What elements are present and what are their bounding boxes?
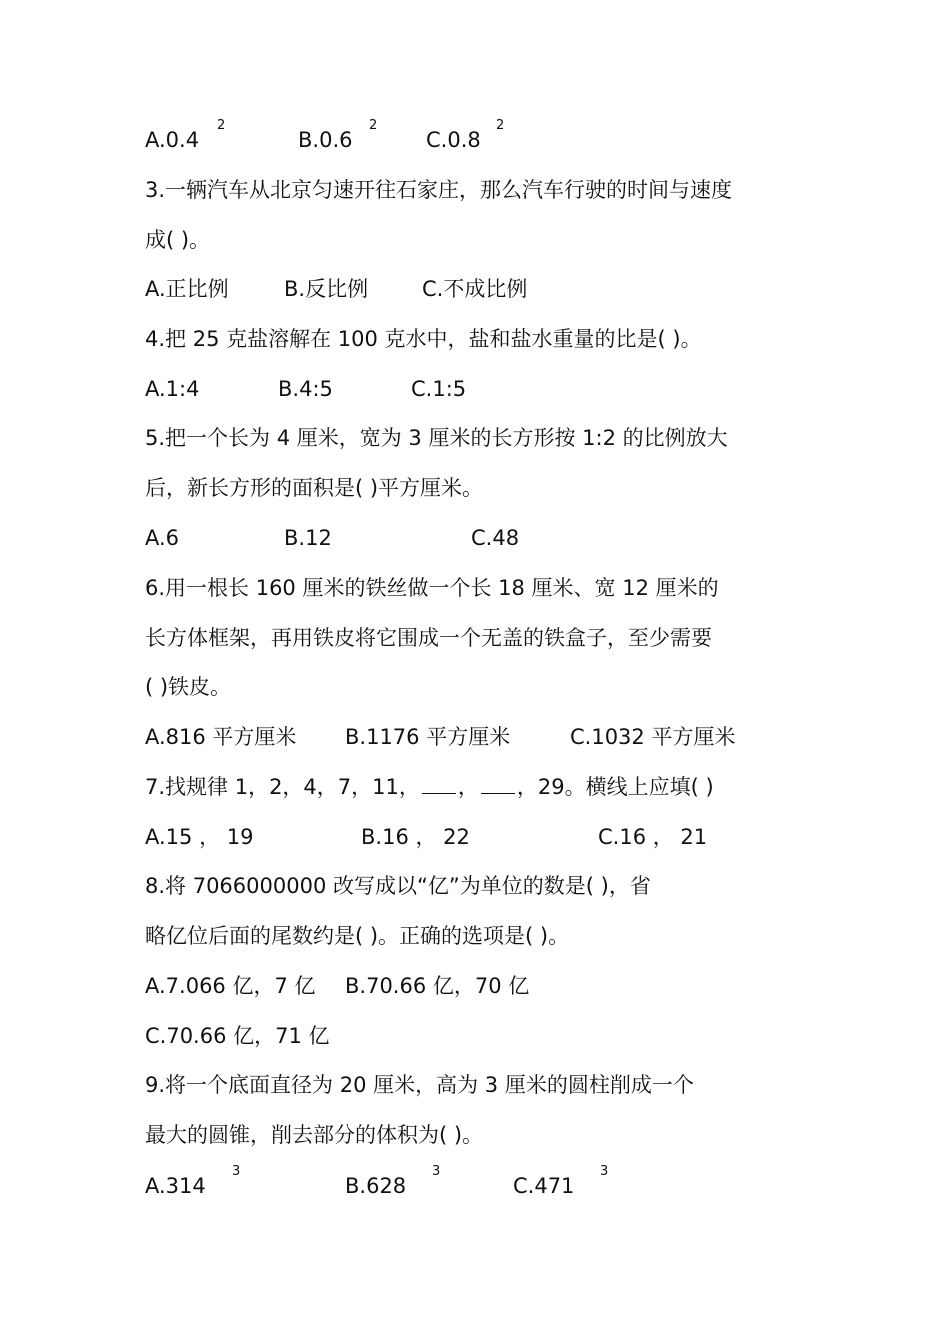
q6-option-c: C.1032 平方厘米 [570,725,736,749]
q2-option-b: B.0.6 2 [298,118,378,152]
q6-stem-line3: ( )铁皮。 [145,675,232,699]
q3-stem-line1: 3.一辆汽车从北京匀速开往石家庄，那么汽车行驶的时间与速度 [145,178,733,202]
q2-option-a: A.0.4 2 [145,118,226,152]
q3-option-c: C.不成比例 [422,277,528,301]
q7-stem [145,767,714,807]
q9-option-c: C.471 3 [513,1164,609,1198]
q4-stem: 4.把 25 克盐溶解在 100 克水中，盐和盐水重量的比是( )。 [145,327,702,351]
q7-option-b: B.16 ， 22 [361,825,470,849]
q7-suffix: ，29。横线上应填( ) [516,775,714,799]
q7-separator: ， [457,775,479,799]
q5-stem-line2: 后，新长方形的面积是( )平方厘米。 [145,476,484,500]
q3-stem-line2: 成( )。 [145,228,211,252]
q7-blank-2 [481,775,515,794]
q5-option-a: A.6 [145,526,180,550]
q3-option-a: A.正比例 [145,277,229,301]
q6-stem-line2: 长方体框架，再用铁皮将它围成一个无盖的铁盒子，至少需要 [145,626,712,650]
q7-option-a: A.15 ， 19 [145,825,254,849]
q9-option-b: B.628 3 [345,1164,441,1198]
q7-blank-1 [422,775,456,794]
q8-option-b: B.70.66 亿，70 亿 [345,974,530,998]
q9-option-a: A.314 3 [145,1164,241,1198]
q4-option-b: B.4:5 [278,377,333,401]
q4-option-a: A.1:4 [145,377,200,401]
q8-stem-line1: 8.将 7066000000 改写成以“亿”为单位的数是( )，省 [145,874,651,898]
q6-option-a: A.816 平方厘米 [145,725,297,749]
q9-stem-line2: 最大的圆锥，削去部分的体积为( )。 [145,1123,484,1147]
q6-stem-line1: 6.用一根长 160 厘米的铁丝做一个长 18 厘米、宽 12 厘米的 [145,576,719,600]
q8-stem-line2: 略亿位后面的尾数约是( )。正确的选项是( )。 [145,924,570,948]
q6-option-b: B.1176 平方厘米 [345,725,511,749]
q5-option-b: B.12 [284,526,332,550]
q5-option-c: C.48 [471,526,520,550]
q4-option-c: C.1:5 [411,377,467,401]
q8-option-a: A.7.066 亿，7 亿 [145,974,316,998]
q9-stem-line1: 9.将一个底面直径为 20 厘米，高为 3 厘米的圆柱削成一个 [145,1073,694,1097]
q2-option-c: C.0.8 2 [426,118,505,152]
q7-option-c: C.16 ， 21 [598,825,708,849]
q3-option-b: B.反比例 [284,277,369,301]
q8-option-c: C.70.66 亿，71 亿 [145,1024,330,1048]
q5-stem-line1: 5.把一个长为 4 厘米，宽为 3 厘米的长方形按 1:2 的比例放大 [145,426,728,450]
q7-prefix: 7.找规律 1，2，4，7，11， [145,775,420,799]
